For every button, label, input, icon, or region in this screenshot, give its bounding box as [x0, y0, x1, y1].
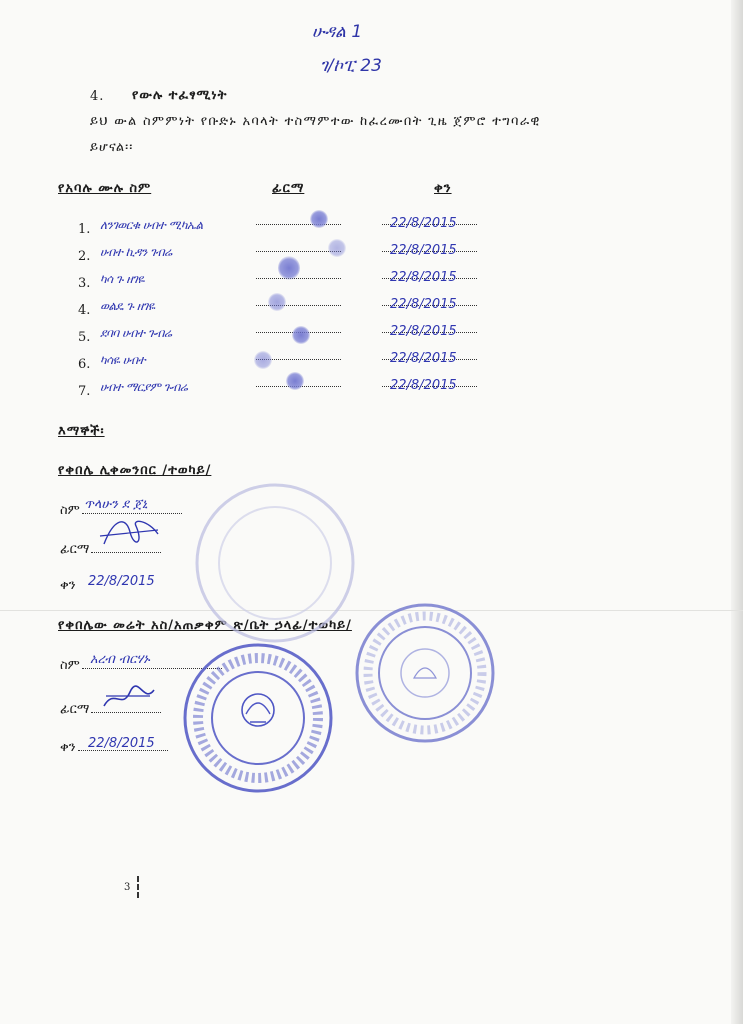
- member-date: 22/8/2015: [390, 378, 457, 393]
- member-name: ደባባ ሀብተ ጉብሬ: [100, 326, 172, 340]
- member-name: ለንገወርቁ ሀብተ ሚካኤል: [100, 218, 203, 232]
- clause-number: 4.: [90, 89, 105, 104]
- name-label: ስም: [60, 658, 80, 673]
- member-row: [78, 297, 498, 323]
- member-date: 22/8/2015: [390, 351, 457, 366]
- member-name: ካሳዬ ሀብተ: [100, 353, 146, 367]
- row-number: 3.: [78, 276, 91, 291]
- member-row: [78, 324, 498, 350]
- member-name: ሀብተ ኪዳን ገብሬ: [100, 245, 172, 259]
- signature-line: [256, 278, 341, 279]
- signature-line: [256, 224, 341, 225]
- chair-signature-scribble: [96, 514, 166, 554]
- thumbprint: [268, 293, 286, 311]
- chair-signature-field: [60, 542, 161, 557]
- member-row: [78, 378, 498, 404]
- land-officer-date-value: 22/8/2015: [88, 736, 155, 751]
- header-signature: ፊርማ: [272, 181, 305, 196]
- land-officer-signature-scribble: [100, 684, 160, 714]
- witnesses-title: እማኞች፡: [58, 424, 105, 439]
- thumbprint: [286, 372, 304, 390]
- member-name: ወልዴ ጉ ዘገዬ: [100, 299, 155, 313]
- scan-edge-shadow: [731, 0, 743, 1024]
- land-office-stamp: [352, 600, 498, 746]
- member-name: ካሳ ጉ ዘገዬ: [100, 272, 145, 286]
- date-label: ቀን: [60, 578, 76, 593]
- kebele-chair-heading: የቀበሌ ሊቀመንበር /ተወካይ/: [58, 463, 212, 478]
- page-number-bar: [137, 876, 142, 898]
- thumbprint: [278, 256, 300, 280]
- name-label: ስም: [60, 503, 80, 518]
- row-number: 2.: [78, 249, 91, 264]
- thumbprint: [254, 351, 272, 369]
- row-number: 6.: [78, 357, 91, 372]
- land-officer-signature-field: [60, 702, 161, 717]
- member-date: 22/8/2015: [390, 270, 457, 285]
- clause-title: የውሉ ተፈፃሚነት: [132, 88, 228, 103]
- chair-name-value: ጥላሁን ደ ጀኒ: [84, 497, 148, 512]
- header-annotation-line2: ገ/ኮፒ 23: [320, 56, 382, 76]
- member-row: [78, 270, 498, 296]
- signature-label: ፊርማ: [60, 542, 90, 557]
- header-full-name: የአባሉ ሙሉ ስም: [58, 181, 152, 196]
- member-date: 22/8/2015: [390, 216, 457, 231]
- page-number: 3: [124, 882, 131, 893]
- header-date: ቀን: [434, 181, 452, 196]
- header-annotation-line1: ሁዳል 1: [312, 22, 363, 42]
- chair-date-value: 22/8/2015: [88, 574, 155, 589]
- member-row: [78, 216, 498, 242]
- land-officer-date-field: [60, 736, 168, 755]
- clause-text-line1: ይህ ውል ስምምነት የቡድኑ አባላት ተስማምተው ከፈረሙበት ጊዜ ጀምሮ ተግባራዊ: [90, 114, 541, 129]
- row-number: 7.: [78, 384, 91, 399]
- member-date: 22/8/2015: [390, 324, 457, 339]
- member-date: 22/8/2015: [390, 297, 457, 312]
- thumbprint: [310, 210, 328, 228]
- row-number: 1.: [78, 222, 91, 237]
- thumbprint: [328, 239, 346, 257]
- chair-date-field: [60, 574, 155, 593]
- member-name: ሀብተ ማርያም ጉብሬ: [100, 380, 188, 394]
- member-date: 22/8/2015: [390, 243, 457, 258]
- clause-text-line2: ይሆናል፡፡: [90, 140, 134, 155]
- row-number: 4.: [78, 303, 91, 318]
- faded-round-stamp: [190, 478, 360, 648]
- signature-label: ፊርማ: [60, 702, 90, 717]
- thumbprint: [292, 326, 310, 344]
- land-office-heading: የቀበሌው መሬት አስ/አጠቃቀም ጽ/ቤት ኃላፊ/ተወካይ/: [58, 618, 352, 633]
- land-officer-name-value: አረብ ብርሃኑ: [90, 652, 150, 667]
- date-label: ቀን: [60, 740, 76, 755]
- kebele-official-stamp: [180, 640, 336, 796]
- row-number: 5.: [78, 330, 91, 345]
